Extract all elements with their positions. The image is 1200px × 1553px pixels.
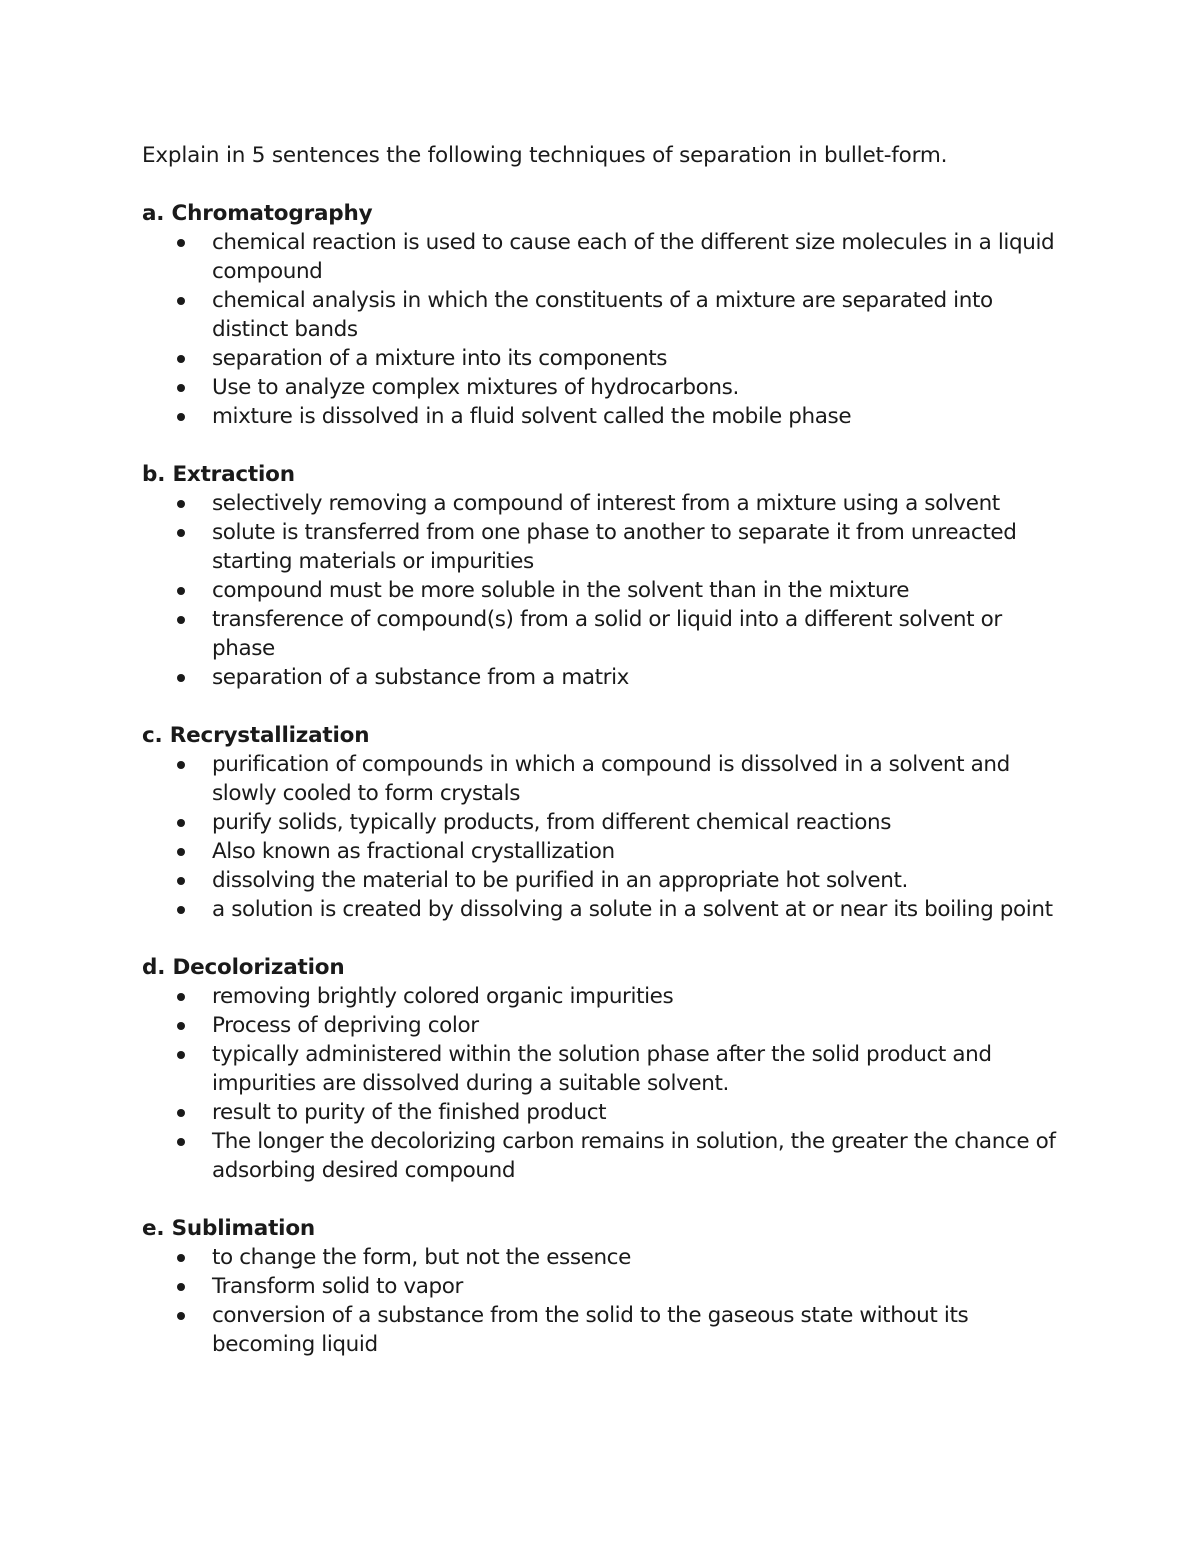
- list-item-text: selectively removing a compound of interest from a mixture using a solvent: [212, 491, 1000, 516]
- list-item: [142, 344, 1062, 373]
- section-title: e. Sublimation: [142, 1216, 315, 1241]
- list-item-text: Transform solid to vapor: [212, 1274, 463, 1299]
- bullet-icon: [177, 848, 185, 856]
- section-title: b. Extraction: [142, 462, 295, 487]
- bullet-icon: [177, 413, 185, 421]
- list-item: [142, 866, 1062, 895]
- section-title: a. Chromatography: [142, 201, 373, 226]
- section-title: d. Decolorization: [142, 955, 345, 980]
- section-recrystallization: [142, 721, 1062, 924]
- list-item-text: removing brightly colored organic impurities: [212, 984, 674, 1009]
- bullet-list: [142, 1243, 1062, 1359]
- section-decolorization: [142, 953, 1062, 1185]
- bullet-icon: [177, 1022, 185, 1030]
- bullet-icon: [177, 1051, 185, 1059]
- list-item-text: The longer the decolorizing carbon remains in solution, the greater the chance of adsorbing desired compound: [212, 1129, 1056, 1183]
- list-item-text: mixture is dissolved in a fluid solvent called the mobile phase: [212, 404, 852, 429]
- list-item: [142, 1127, 1062, 1185]
- list-item-text: separation of a substance from a matrix: [212, 665, 630, 690]
- list-item-text: transference of compound(s) from a solid or liquid into a different solvent or phase: [212, 607, 1002, 661]
- list-item-text: purify solids, typically products, from different chemical reactions: [212, 810, 892, 835]
- bullet-icon: [177, 500, 185, 508]
- list-item-text: purification of compounds in which a compound is dissolved in a solvent and slowly cooled to form crystals: [212, 752, 1010, 806]
- intro-prompt: Explain in 5 sentences the following techniques of separation in bullet-form.: [142, 143, 948, 168]
- list-item: [142, 982, 1062, 1011]
- bullet-icon: [177, 239, 185, 247]
- list-item: [142, 1301, 1062, 1359]
- list-item-text: conversion of a substance from the solid to the gaseous state without its becoming liquid: [212, 1303, 969, 1357]
- list-item: [142, 518, 1062, 576]
- document-body: [142, 141, 1062, 1388]
- list-item: [142, 808, 1062, 837]
- bullet-icon: [177, 877, 185, 885]
- list-item: [142, 228, 1062, 286]
- list-item-text: Use to analyze complex mixtures of hydrocarbons.: [212, 375, 739, 400]
- section-chromatography: [142, 199, 1062, 431]
- list-item: [142, 373, 1062, 402]
- bullet-icon: [177, 587, 185, 595]
- list-item: [142, 1098, 1062, 1127]
- list-item-text: Process of depriving color: [212, 1013, 479, 1038]
- list-item-text: to change the form, but not the essence: [212, 1245, 631, 1270]
- bullet-icon: [177, 1312, 185, 1320]
- bullet-icon: [177, 1254, 185, 1262]
- bullet-icon: [177, 297, 185, 305]
- list-item-text: solute is transferred from one phase to another to separate it from unreacted starting materials or impurities: [212, 520, 1017, 574]
- list-item: [142, 576, 1062, 605]
- list-item: [142, 489, 1062, 518]
- bullet-icon: [177, 674, 185, 682]
- list-item: [142, 402, 1062, 431]
- list-item: [142, 1011, 1062, 1040]
- list-item: [142, 1272, 1062, 1301]
- list-item: [142, 286, 1062, 344]
- bullet-list: [142, 228, 1062, 431]
- bullet-list: [142, 489, 1062, 692]
- list-item: [142, 1243, 1062, 1272]
- list-item-text: Also known as fractional crystallization: [212, 839, 615, 864]
- section-sublimation: [142, 1214, 1062, 1359]
- list-item-text: dissolving the material to be purified in an appropriate hot solvent.: [212, 868, 908, 893]
- bullet-icon: [177, 993, 185, 1001]
- bullet-icon: [177, 384, 185, 392]
- list-item-text: a solution is created by dissolving a solute in a solvent at or near its boiling point: [212, 897, 1053, 922]
- bullet-list: [142, 750, 1062, 924]
- bullet-icon: [177, 616, 185, 624]
- section-extraction: [142, 460, 1062, 692]
- bullet-icon: [177, 906, 185, 914]
- list-item: [142, 663, 1062, 692]
- list-item: [142, 750, 1062, 808]
- bullet-list: [142, 982, 1062, 1185]
- bullet-icon: [177, 355, 185, 363]
- list-item-text: result to purity of the finished product: [212, 1100, 607, 1125]
- section-title: c. Recrystallization: [142, 723, 370, 748]
- bullet-icon: [177, 1109, 185, 1117]
- bullet-icon: [177, 1138, 185, 1146]
- list-item-text: typically administered within the solution phase after the solid product and impurities are dissolved during a suitable solvent.: [212, 1042, 992, 1096]
- bullet-icon: [177, 1283, 185, 1291]
- bullet-icon: [177, 819, 185, 827]
- list-item: [142, 605, 1062, 663]
- list-item-text: compound must be more soluble in the solvent than in the mixture: [212, 578, 910, 603]
- list-item: [142, 837, 1062, 866]
- list-item: [142, 1040, 1062, 1098]
- list-item-text: separation of a mixture into its components: [212, 346, 668, 371]
- list-item-text: chemical analysis in which the constituents of a mixture are separated into distinct bands: [212, 288, 993, 342]
- bullet-icon: [177, 761, 185, 769]
- list-item: [142, 895, 1062, 924]
- list-item-text: chemical reaction is used to cause each of the different size molecules in a liquid compound: [212, 230, 1055, 284]
- bullet-icon: [177, 529, 185, 537]
